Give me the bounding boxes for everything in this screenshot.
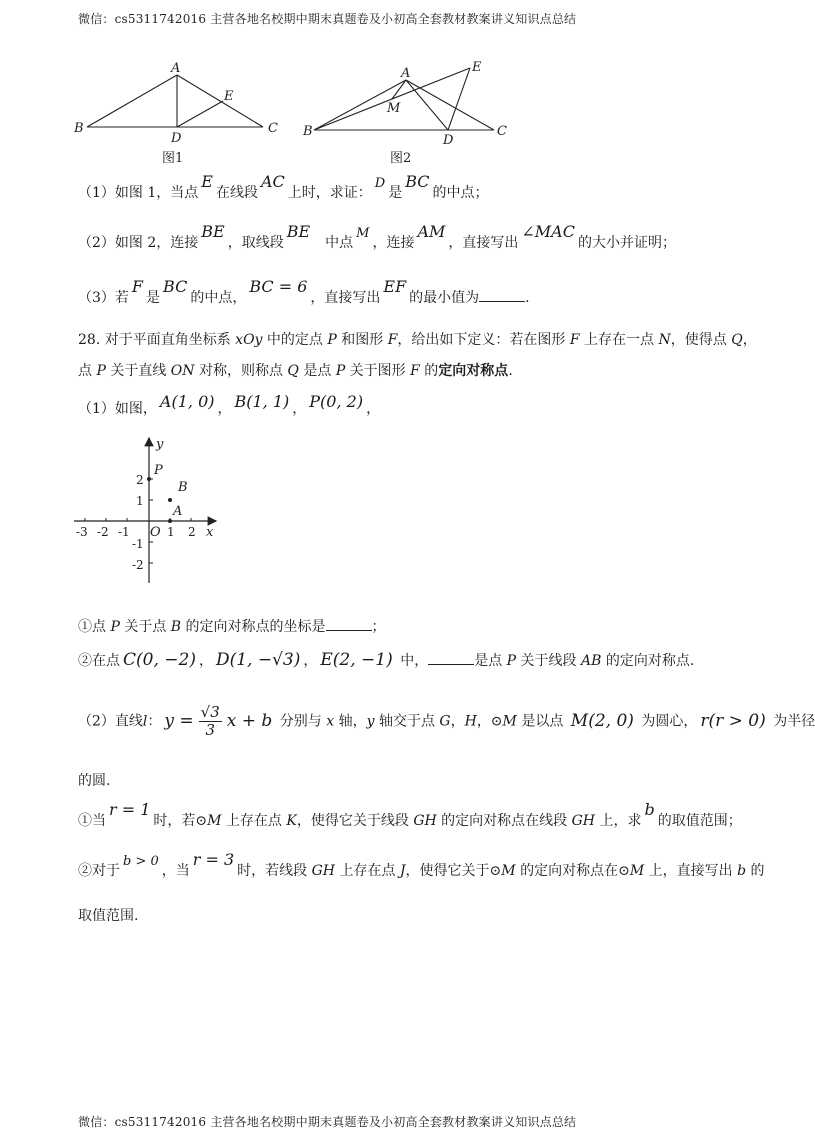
x-tick: 2 [188, 525, 196, 539]
text: . [525, 290, 530, 306]
text: ，连接 [372, 235, 415, 251]
q28-part1a [78, 616, 386, 636]
text: 是 [146, 290, 161, 306]
fig1-label-d: D [171, 131, 182, 146]
math: AB [580, 653, 602, 669]
y-tick: -2 [132, 558, 144, 572]
math: ON [170, 363, 195, 379]
text: 为圆心， [636, 713, 698, 730]
math: E [201, 172, 213, 191]
fig1-label-e: E [224, 89, 234, 104]
q28-part1 [78, 392, 381, 418]
math: P [335, 363, 346, 379]
text: 上，求 [595, 813, 642, 829]
fig2-label-e: E [472, 60, 482, 75]
math: A(1, 0) [159, 392, 215, 411]
math: M [501, 863, 516, 879]
math: P(0, 2) [309, 392, 364, 411]
text: 的取值范围； [657, 813, 742, 829]
text: 的定向对称点的坐标是 [181, 619, 326, 635]
page-header: 微信：cs5311742016 主营各地名校期中期末真题卷及小初高全套教材教案讲义知识点总结 [78, 12, 577, 26]
origin-label: O [150, 525, 161, 540]
text: 的 [746, 863, 765, 879]
y-tick: -1 [132, 537, 144, 551]
math: P [506, 653, 517, 669]
y-axis-label: y [156, 437, 164, 452]
text: 的定向对称点在线段 [436, 813, 572, 829]
text: 轴交于点 [374, 713, 440, 730]
text: 对称，则称点 [194, 363, 288, 379]
text: （3）若 [78, 290, 129, 306]
text: ①当 [78, 813, 106, 829]
text: ，取线段 [227, 235, 284, 251]
text: ，使得它关于⊙ [405, 863, 502, 879]
math: P [96, 363, 106, 379]
text: ，使得点 [670, 332, 732, 348]
math: GH [413, 813, 437, 829]
math: x [326, 713, 335, 730]
text: ，给出如下定义：若在图形 [397, 332, 570, 348]
fig1-caption: 图1 [162, 151, 184, 166]
text: 是 [388, 185, 403, 201]
text: （1）如图， [78, 401, 157, 417]
math: B(1, 1) [234, 392, 290, 411]
answer-blank [428, 664, 474, 665]
math: xOy [235, 332, 263, 348]
fig2-label-b: B [303, 124, 313, 139]
text: 在线段 [215, 185, 258, 201]
text: 是点 [298, 363, 336, 379]
fig1-label-c: C [268, 121, 278, 136]
text: 的定向对称点在⊙ [515, 863, 630, 879]
math: M [356, 226, 370, 241]
point-b-label: B [178, 480, 188, 495]
answer-blank [326, 630, 372, 631]
q27-part1 [78, 172, 489, 202]
math: b [644, 800, 655, 819]
text: 轴， [334, 713, 367, 730]
math: F [410, 363, 420, 379]
text: ， [292, 401, 307, 417]
q27-part2 [78, 222, 676, 252]
fig1-label-a: A [171, 61, 181, 76]
math: y = [164, 710, 194, 731]
point-p-label: P [154, 463, 163, 478]
math: F [387, 332, 398, 348]
q28-intro-line1 [78, 329, 757, 349]
q28-part2a [78, 800, 742, 830]
math: D(1, −√3) [215, 650, 301, 670]
text: 关于线段 [516, 653, 581, 669]
q28-part1b [78, 650, 694, 670]
text: 上存在点 [221, 813, 287, 829]
math: BC = 6 [249, 277, 308, 296]
math: J [399, 863, 406, 879]
text: ， [303, 653, 318, 669]
text: ，⊙ [476, 713, 503, 730]
text: 为半径 [768, 713, 815, 730]
text: ，当 [161, 863, 190, 879]
q28-part2 [78, 704, 815, 739]
math: r = 1 [109, 800, 151, 819]
math: F [131, 277, 144, 296]
q28-part2-cont: 的圆. [78, 773, 111, 789]
math: BC [405, 172, 430, 191]
math: M [502, 713, 517, 730]
bold-term: 定向对称点 [438, 363, 509, 379]
fig2-label-d: D [443, 133, 454, 148]
math: y [366, 713, 375, 730]
math: B [170, 619, 182, 635]
math: AC [260, 172, 285, 191]
math: D [374, 176, 386, 191]
point-p [147, 477, 151, 481]
fig1-label-b: B [74, 121, 84, 136]
geometry-figures [70, 58, 540, 168]
fraction-denominator: 3 [205, 721, 215, 739]
coordinate-graph [70, 433, 230, 588]
math: GH [311, 863, 336, 879]
math: BE [286, 222, 311, 241]
text: ： [147, 713, 162, 730]
math: Q [731, 332, 743, 348]
text: 上存在一点 [579, 332, 659, 348]
math: P [327, 332, 337, 348]
x-tick: 1 [167, 525, 175, 539]
math: r = 3 [192, 850, 235, 869]
answer-blank [479, 301, 525, 302]
fraction [199, 704, 222, 739]
fig2-caption: 图2 [390, 151, 412, 166]
math: N [658, 332, 671, 348]
math: M(2, 0) [570, 710, 634, 731]
math: H [464, 713, 477, 730]
math: K [286, 813, 297, 829]
math: r(r > 0) [700, 710, 766, 731]
text: 关于点 [119, 619, 171, 635]
math: x + b [226, 710, 273, 731]
text: 和图形 [336, 332, 388, 348]
text: 的最小值为 [409, 290, 480, 306]
text: （1）如图 1，当点 [78, 185, 199, 201]
math: M [629, 863, 645, 879]
text: ①点 [78, 619, 111, 635]
math: BE [201, 222, 225, 241]
math: EF [383, 277, 407, 296]
text: 上存在点 [335, 863, 400, 879]
text: 关于直线 [105, 363, 171, 379]
q28-part2-end: 取值范围. [78, 908, 139, 924]
text: 的中点， [190, 290, 247, 306]
math: G [439, 713, 451, 730]
text: 28. 对于平面直角坐标系 [78, 332, 236, 348]
text: 中点 [325, 235, 354, 251]
text: 关于图形 [345, 363, 411, 379]
figure-1 [87, 75, 263, 127]
text: ②对于 [78, 863, 120, 879]
point-b [168, 498, 172, 502]
text: 点 [78, 363, 97, 379]
math: AM [417, 222, 446, 241]
page-footer: 微信：cs5311742016 主营各地名校期中期末真题卷及小初高全套教材教案讲义知识点总结 [78, 1115, 577, 1129]
text: . [508, 363, 513, 379]
text: ， [198, 653, 213, 669]
text: ，直接写出 [310, 290, 381, 306]
text: 分别与 [275, 713, 327, 730]
math: M [207, 813, 222, 829]
text: 的中点； [432, 185, 489, 201]
q28-part2c [78, 850, 765, 880]
text: （2）直线 [78, 713, 143, 730]
text: 时，若⊙ [153, 813, 208, 829]
fig2-label-c: C [497, 124, 507, 139]
text: 中的定点 [262, 332, 328, 348]
text: （2）如图 2，连接 [78, 235, 199, 251]
q27-part3 [78, 277, 530, 307]
text: ， [450, 713, 465, 730]
text: 上时，求证： [287, 185, 372, 201]
math: l [142, 713, 148, 730]
math: F [569, 332, 580, 348]
text: ； [371, 619, 386, 635]
math: GH [571, 813, 596, 829]
x-tick: -1 [118, 525, 130, 539]
point-a-label: A [173, 504, 183, 519]
text: 的 [419, 363, 439, 379]
x-tick: -3 [76, 525, 88, 539]
math: P [110, 619, 120, 635]
text: 的大小并证明； [577, 235, 676, 251]
x-axis-label: x [206, 525, 214, 540]
text: 是点 [474, 653, 507, 669]
text: 的定向对称点. [601, 653, 695, 669]
q28-intro-line2 [78, 360, 513, 380]
y-tick: 2 [136, 473, 144, 487]
x-tick: -2 [97, 525, 109, 539]
text: ， [366, 401, 381, 417]
text: ， [742, 332, 757, 348]
text: 是以点 [516, 713, 568, 730]
fraction-numerator: √3 [200, 703, 220, 721]
fig2-label-m: M [387, 101, 401, 116]
text: ， [217, 401, 232, 417]
text: ，使得它关于线段 [296, 813, 414, 829]
math: b > 0 [123, 854, 159, 869]
text: 中， [395, 653, 429, 669]
math: C(0, −2) [123, 650, 196, 670]
text: ，直接写出 [448, 235, 519, 251]
fig2-label-a: A [401, 66, 411, 81]
text: 时，若线段 [237, 863, 312, 879]
point-a [168, 519, 172, 523]
text: 上，直接写出 [644, 863, 738, 879]
text: ②在点 [78, 653, 120, 669]
y-tick: 1 [136, 494, 144, 508]
math: ∠MAC [521, 222, 575, 241]
math: b [737, 863, 747, 879]
math: Q [287, 363, 299, 379]
math: E(2, −1) [320, 650, 393, 670]
math: BC [163, 277, 188, 296]
